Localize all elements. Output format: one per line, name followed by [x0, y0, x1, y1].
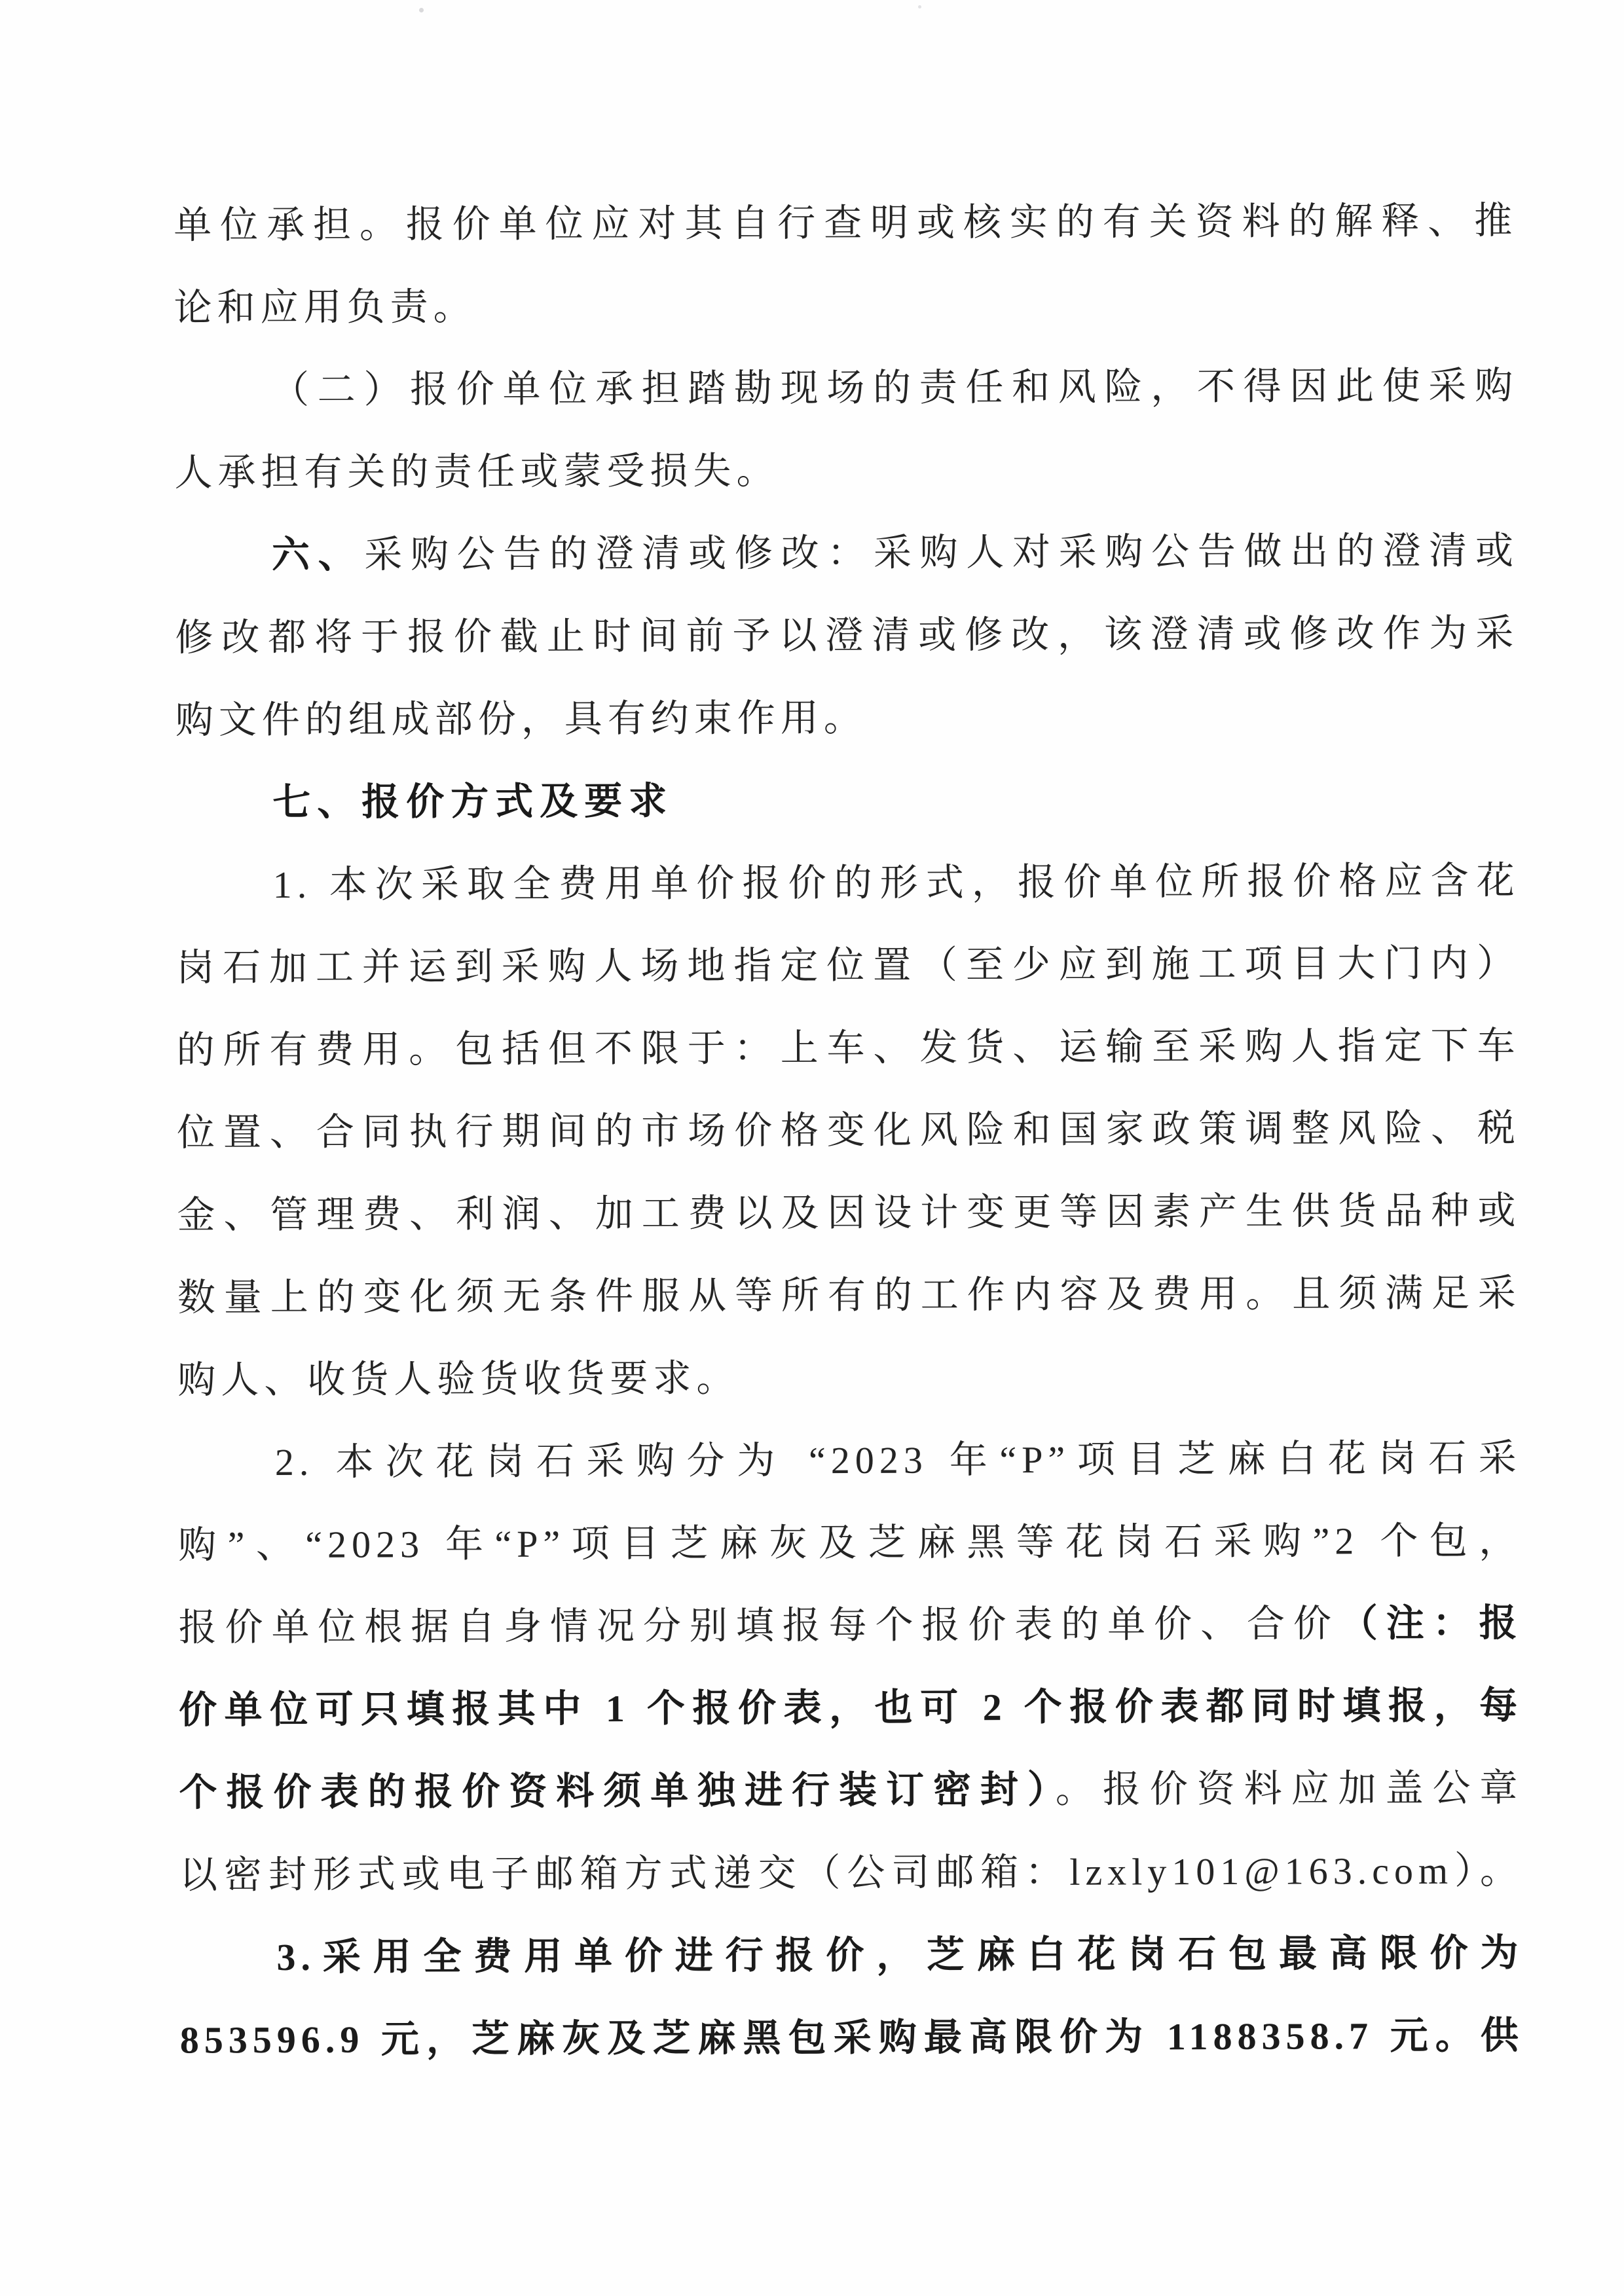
text-line [177, 1252, 1521, 1339]
bold-text-segment: 3.采用全费用单价进行报价，芝麻白花岗石包最高限价为 [276, 1931, 1524, 1979]
text-line [174, 344, 1518, 431]
text-segment: 购人、收货人验货收货要求。 [177, 1357, 740, 1402]
text-line [179, 1664, 1522, 1751]
section-heading [175, 757, 1519, 844]
text-segment: 购”、“2023 年“P”项目芝麻灰及芝麻黑等花岗石采购”2 个包， [178, 1519, 1522, 1567]
text-segment: 金、管理费、利润、加工费以及因设计变更等因素产生供货品种或 [177, 1189, 1521, 1237]
scan-speck [918, 5, 921, 9]
text-line [175, 509, 1519, 596]
text-line [177, 1087, 1521, 1174]
text-line [179, 1747, 1522, 1834]
text-segment: 修改都将于报价截止时间前予以澄清或修改，该澄清或修改作为采 [175, 611, 1519, 659]
text-line [175, 839, 1519, 926]
bold-text-segment: 853596.9 元，芝麻灰及芝麻黑包采购最高限价为 1188358.7 元。供 [179, 2014, 1524, 2062]
text-line [175, 674, 1519, 761]
text-segment: 。报价资料应加盖公章 [1055, 1766, 1523, 1811]
text-segment: 购文件的组成部份，具有约束作用。 [175, 696, 867, 742]
text-segment: 数量上的变化须无条件服从等所有的工作内容及费用。且须满足采 [177, 1271, 1521, 1319]
text-line [174, 179, 1517, 266]
bold-text-segment: 七、报价方式及要求 [272, 779, 674, 824]
text-segment: 岗石加工并运到采购人场地指定位置（至少应到施工项目大门内） [176, 941, 1521, 989]
text-segment: 位置、合同执行期间的市场价格变化风险和国家政策调整风险、税 [176, 1106, 1521, 1154]
text-line [178, 1417, 1522, 1504]
text-segment: 的所有费用。包括但不限于：上车、发货、运输至采购人指定下车 [176, 1024, 1521, 1072]
text-line [179, 1912, 1523, 1999]
text-segment: 采购公告的澄清或修改：采购人对采购公告做出的澄清或 [364, 529, 1519, 576]
text-segment: 论和应用负责。 [174, 285, 477, 329]
scan-speck [419, 8, 424, 12]
text-segment: 单位承担。报价单位应对其自行查明或核实的有关资料的解释、推 [174, 199, 1518, 247]
document-body [174, 179, 1524, 2081]
text-line [178, 1582, 1522, 1669]
text-line [176, 922, 1520, 1009]
text-line [175, 592, 1519, 679]
bold-text-segment: 价单位可只填报其中 1 个报价表，也可 2 个报价表都同时填报，每 [178, 1684, 1523, 1732]
text-line [174, 262, 1517, 349]
text-line [177, 1334, 1521, 1421]
bold-text-segment: 个报价表的报价资料须单独进行装订密封） [179, 1768, 1056, 1814]
text-segment: 以密封形式或电子邮箱方式递交（公司邮箱：lzxly101@163.com）。 [179, 1849, 1524, 1897]
text-segment: （二）报价单位承担踏勘现场的责任和风险，不得因此使采购 [270, 364, 1519, 412]
bold-text-segment: 六、 [271, 533, 365, 577]
text-line [178, 1499, 1522, 1586]
text-segment: 2. 本次花岗石采购分为 “2023 年“P”项目芝麻白花岗石采 [274, 1436, 1522, 1484]
text-line [177, 1169, 1521, 1256]
text-line [180, 1994, 1524, 2081]
text-segment: 人承担有关的责任或蒙受损失。 [174, 449, 780, 494]
text-segment: 报价单位根据自身情况分别填报每个报价表的单价、合价 [178, 1602, 1340, 1649]
text-line [174, 427, 1518, 514]
bold-text-segment: （注：报 [1339, 1601, 1522, 1645]
text-line [179, 1829, 1523, 1916]
text-segment: 1. 本次采取全费用单价报价的形式，报价单位所报价格应含花 [272, 859, 1520, 907]
text-line [176, 1004, 1520, 1091]
